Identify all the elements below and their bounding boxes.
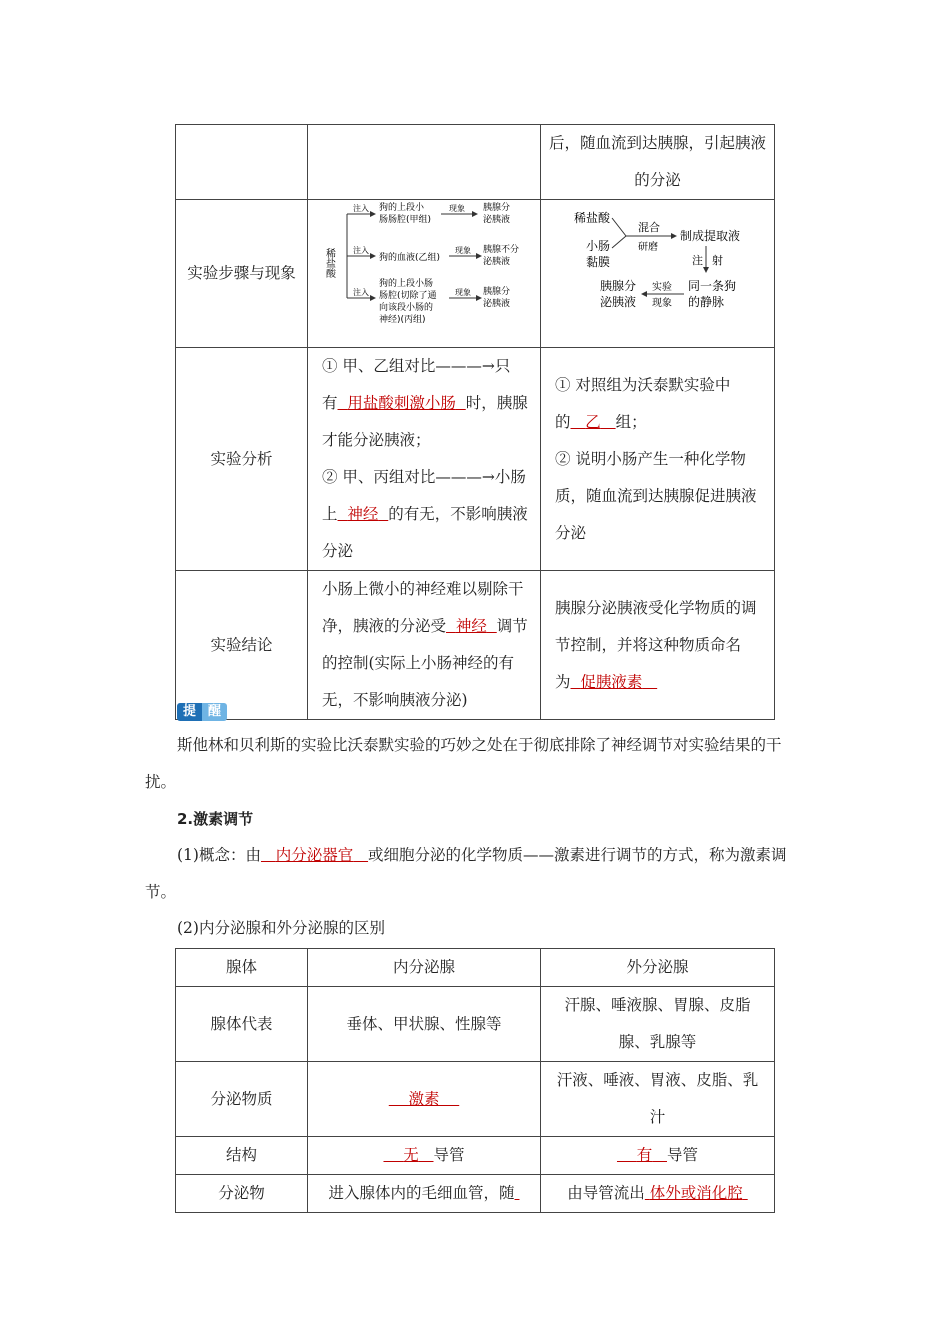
label-mucosa: 小肠 [585,239,610,253]
diagram-cell [541,200,775,348]
label-inject: 注入 [352,288,369,297]
label-group-c: 神经)(丙组) [378,315,426,325]
table-cell [308,1062,541,1137]
label-group-c: 狗的上段小肠 [378,279,433,289]
label-phenomenon: 现象 [454,288,471,297]
analysis-text-a: ① 甲、乙组对比———→只有 用盐酸刺激小肠 时，胰腺才能分泌胰液； ② 甲、丙组对比———→小肠上 神经 的有无，不影响胰液分泌 [308,348,541,571]
label-acid: 稀盐酸 [323,248,334,278]
answer-blank: 乙 [585,412,601,431]
label-phenomenon: 现象 [651,298,672,309]
label-phenomenon: 现象 [448,204,465,213]
label-group-a: 肠肠腔(甲组) [378,215,431,225]
analysis-text-b: ① 对照组为沃泰默实验中的 乙 组； ② 说明小肠产生一种化学物质，随血流到达胰腺促进胰液分泌 [541,348,775,571]
answer-blank: 有 [636,1146,653,1164]
label-group-c: 肠腔(切除了通 [378,291,437,301]
cell-text: 后，随血流到达胰腺，引起胰液的分泌 [541,125,775,200]
row-label: 分泌物 [176,1175,308,1213]
table-header: 内分泌腺 [308,949,541,987]
tip-badge-char: 提 [177,703,202,721]
label-result: 泌胰液 [482,215,510,225]
conclusion-text-b: 胰腺分泌胰液受化学物质的调节控制，并将这种物质命名为 促胰液素 [541,571,775,720]
table-cell: 有 导管 [541,1137,775,1175]
label-inject: 注入 [352,204,369,213]
answer-blank: 体外或消化腔 [649,1184,743,1202]
label-result: 胰腺分 [482,203,510,213]
experiment-diagram-1 [309,200,540,333]
label-extract: 制成提取液 [679,229,740,243]
label-phenomenon: 现象 [454,246,471,255]
cell-empty [176,125,308,200]
label-inject: 注 [691,254,703,267]
table-cell: 无 导管 [308,1137,541,1175]
answer-blank: 促胰液素 [580,672,643,691]
experiment-table [175,124,775,720]
table-cell: 由导管流出 体外或消化腔 [541,1175,775,1213]
label-mucosa: 黏膜 [585,255,610,269]
row-label: 分泌物质 [176,1062,308,1137]
label-group-c: 向该段小肠的 [378,303,433,313]
diagram-cell [308,200,541,348]
label-grind: 研磨 [637,242,658,253]
tip-badge-char: 醒 [202,703,227,721]
row-label-steps: 实验步骤与现象 [176,200,308,348]
label-inject: 射 [711,254,723,267]
label-result: 泌胰液 [599,295,636,309]
label-result: 胰腺分 [482,287,510,297]
table-cell: 汗腺、唾液腺、胃腺、皮脂腺、乳腺等 [541,987,775,1062]
row-label: 结构 [176,1137,308,1175]
answer-blank: 神经 [455,617,487,635]
table-header: 外分泌腺 [541,949,775,987]
conclusion-text-a: 小肠上微小的神经难以剔除干净，胰液的分泌受 神经 调节的控制(实际上小肠神经的有无，不影响胰液分泌) [308,571,541,720]
label-result: 泌胰液 [482,299,510,309]
label-group-a: 狗的上段小 [378,203,424,213]
label-result: 泌胰液 [482,257,510,267]
experiment-diagram-2 [542,200,774,333]
gland-comparison-table [175,948,775,1213]
table-cell: 汗液、唾液、胃液、皮脂、乳汁 [541,1062,775,1137]
table-header: 腺体 [176,949,308,987]
tip-badge [177,700,227,721]
table-cell: 垂体、甲状腺、性腺等 [308,987,541,1062]
answer-blank: 神经 [347,505,379,523]
label-acid: 稀盐酸 [573,211,610,225]
label-mix: 混合 [637,221,660,234]
label-vein: 同一条狗 [687,279,736,293]
label-inject: 注入 [352,246,369,255]
label-result: 胰腺分 [599,279,636,293]
label-experiment: 实验 [651,282,672,293]
answer-blank: 激素 [408,1089,440,1108]
row-label-analysis: 实验分析 [176,348,308,571]
label-group-b: 狗的血液(乙组) [378,253,440,263]
label-result: 胰腺不分 [482,245,519,255]
cell-empty [308,125,541,200]
table-cell: 进入腺体内的毛细血管，随 [308,1175,541,1213]
row-label-conclusion: 实验结论 [176,571,308,720]
answer-blank: 无 [403,1146,419,1164]
tip-text: 斯他林和贝利斯的实验比沃泰默实验的巧妙之处在于彻底排除了神经调节对实验结果的干扰。 [145,736,782,791]
row-label: 腺体代表 [176,987,308,1062]
concept-paragraph: (1)概念：由 内分泌器官 或细胞分泌的化学物质——激素进行调节的方式，称为激素调节。 [145,846,787,901]
answer-blank: 内分泌器官 [275,846,354,864]
answer-blank: 用盐酸刺激小肠 [347,394,456,412]
subsection-title: (2)内分泌腺和外分泌腺的区别 [177,919,385,937]
section-title: 2.激素调节 [177,810,254,828]
label-vein: 的静脉 [687,295,724,309]
